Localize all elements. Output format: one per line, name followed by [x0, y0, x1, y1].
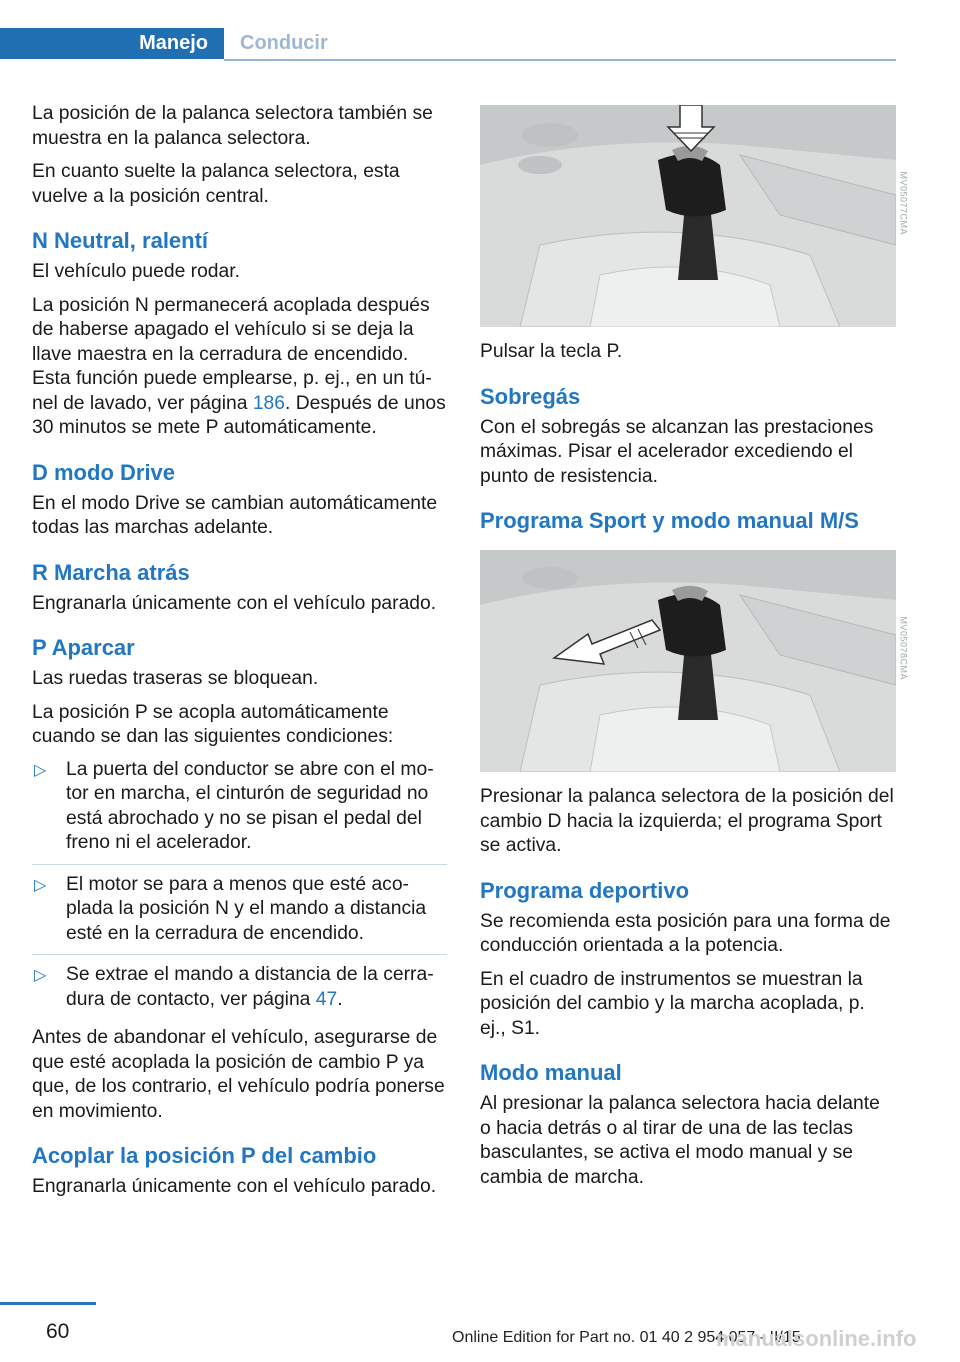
paragraph: Pulsar la tecla P. [480, 341, 623, 362]
heading-drive: D modo Drive [32, 459, 176, 485]
figure-code: MV05077CMA [899, 171, 909, 235]
triangle-bullet-icon: ▷ [34, 761, 47, 779]
watermark: manualsonline.info [716, 1326, 917, 1351]
heading-couple-p: Acoplar la posición P del cambio [32, 1143, 377, 1168]
conditions-list [32, 750, 447, 1021]
gear-lever-left-illustration [480, 550, 896, 772]
paragraph: El vehículo puede rodar. [32, 261, 240, 282]
text: . [337, 988, 343, 1010]
gear-lever-p-illustration [480, 105, 896, 327]
heading-reverse: R Marcha atrás [32, 559, 190, 585]
paragraph: Con el sobregás se alcanzan las prestaciones máximas. Pisar el acelerador excediendo el punto de resistencia. [480, 416, 874, 487]
triangle-bullet-icon: ▷ [34, 876, 47, 894]
paragraph: En el modo Drive se cambian automáticamente todas las marchas adelante. [32, 492, 438, 538]
paragraph: Se recomienda esta posición para una forma de conducción orientada a la potencia. [480, 910, 891, 956]
heading-sport-program: Programa deportivo [480, 877, 690, 903]
list-item [32, 750, 447, 865]
list-item [32, 955, 447, 1020]
paragraph: En cuanto suelte la palanca selectora, esta vuelve a la posición central. [32, 161, 400, 207]
header-rule [224, 59, 896, 61]
heading-manual-mode: Modo manual [480, 1060, 622, 1085]
chapter-header [0, 0, 960, 64]
tab-conducir[interactable]: Conducir [240, 32, 328, 54]
right-column [480, 102, 909, 1199]
paragraph: La posición de la palanca selectora también se muestra en la palanca selectora. [32, 103, 433, 149]
paragraph [32, 294, 447, 441]
list-item [32, 865, 447, 956]
text: . Después de unos 30 minutos se mete P automáticamente. [32, 392, 446, 438]
text: La posición N permanecerá acoplada después de haberse apagado el vehículo si se deja la llave maestra en la cerradura de encendido. Esta función puede emplearse, p. ej., en un túnel de lavado, ver página [32, 294, 432, 414]
page-link-186[interactable]: 186 [252, 392, 285, 414]
heading-park: P Aparcar [32, 635, 135, 660]
paragraph: Engranarla únicamente con el vehículo parado. [32, 1176, 437, 1197]
figure-press-p-button [480, 105, 909, 327]
paragraph: Las ruedas traseras se bloquean. [32, 668, 319, 689]
paragraph: Engranarla únicamente con el vehículo parado. [32, 592, 437, 614]
page-link-47[interactable]: 47 [315, 988, 338, 1010]
heading-kickdown: Sobregás [480, 383, 581, 409]
edition-line: Online Edition for Part no. 01 40 2 954 057 - II/15 [452, 1329, 801, 1346]
page-number: 60 [46, 1320, 70, 1343]
tab-manejo[interactable]: Manejo [0, 28, 224, 59]
paragraph: Antes de abandonar el vehículo, asegurarse de que esté acoplada la posición de cambio P ya que, de los contrario, el vehículo podría ponerse en movimiento. [32, 1027, 445, 1122]
triangle-bullet-icon: ▷ [34, 967, 47, 984]
paragraph: Presionar la palanca selectora de la posición del cambio D hacia la izquierda; el programa Sport se activa. [480, 786, 894, 856]
list-item-text: El motor se para a menos que esté acoplada la posición N y el mando a distancia esté en la cerradura de encendido. [66, 873, 427, 944]
paragraph: En el cuadro de instrumentos se muestran la posición del cambio y la marcha acoplada, p. ej., S1. [480, 968, 865, 1039]
figure-sport-program [480, 550, 909, 772]
heading-neutral: N Neutral, ralentí [32, 228, 209, 253]
list-item-text: La puerta del conductor se abre con el motor en marcha, el cinturón de seguridad no está abrochado y no se pisan el pedal del freno ni el acelerador. [66, 758, 434, 853]
paragraph: Al presionar la palanca selectora hacia delante o hacia detrás o al tirar de una de las teclas basculantes, se activa el modo manual y se cambia de marcha. [480, 1093, 880, 1188]
list-item-text: Se extrae el mando a distancia de la cerradura de contacto, ver página [66, 964, 434, 1010]
figure-code: MV05078CMA [899, 616, 909, 680]
heading-sport-manual: Programa Sport y modo manual M/S [480, 508, 859, 533]
paragraph: La posición P se acopla automáticamente cuando se dan las siguientes condiciones: [32, 701, 394, 747]
footer-rule [0, 1302, 96, 1305]
left-column [32, 102, 447, 1209]
